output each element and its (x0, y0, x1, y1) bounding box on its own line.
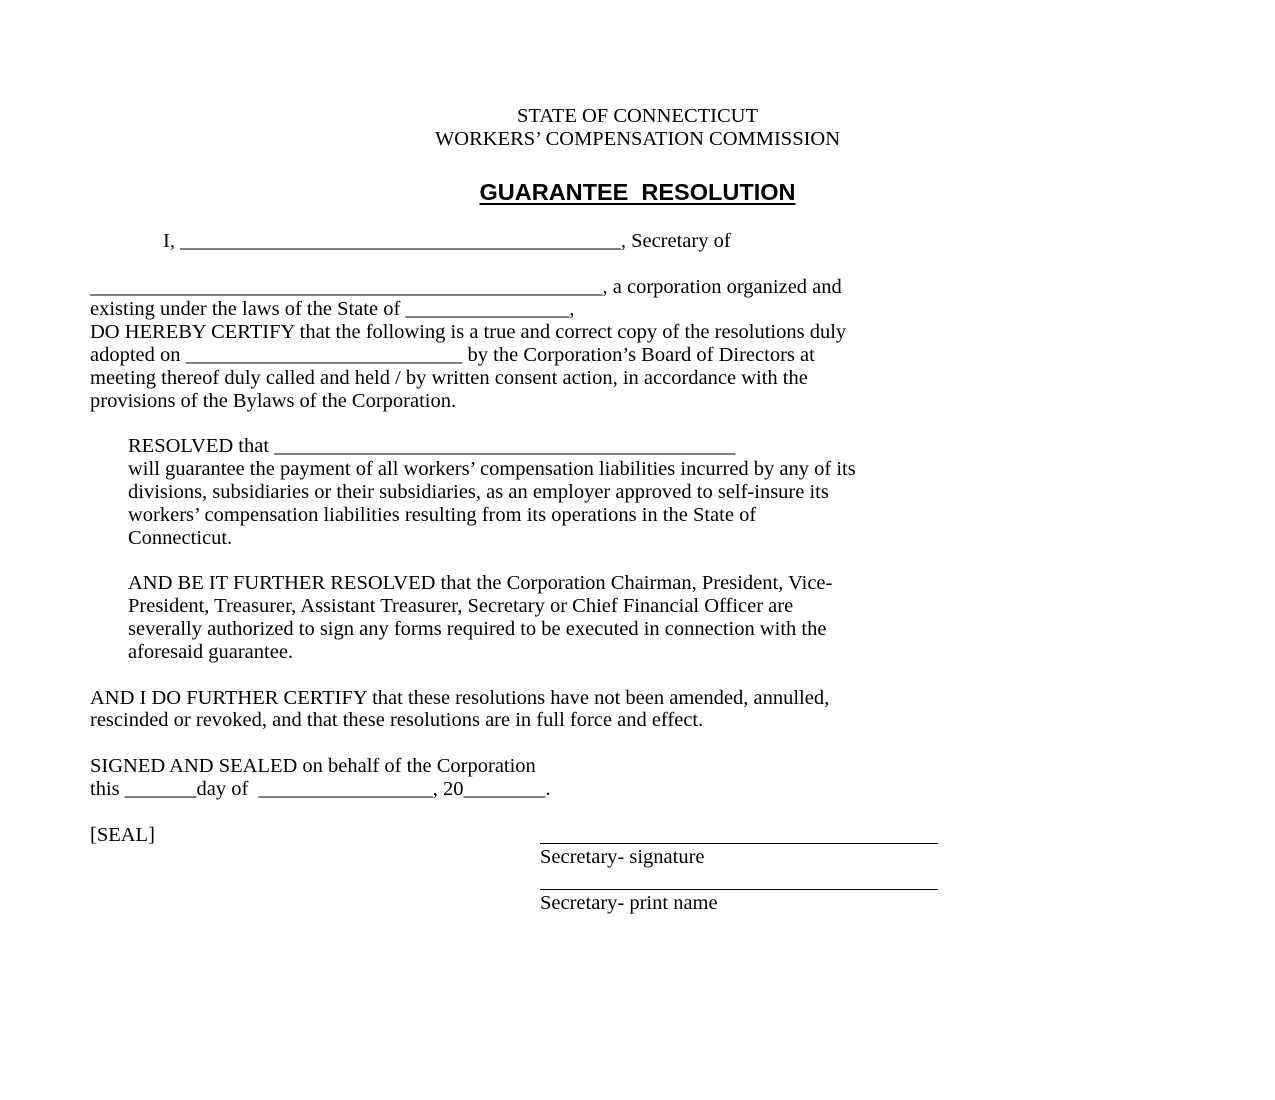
further-resolved-line: President, Treasurer, Assistant Treasurer, Secretary or Chief Financial Officer are (128, 595, 794, 617)
seal-placeholder: [SEAL] (90, 824, 155, 846)
certify-text-line: meeting thereof duly called and held / by written consent action, in accordance with the (90, 367, 808, 389)
document-title: GUARANTEE RESOLUTION (479, 179, 796, 205)
certify-text-line: DO HEREBY CERTIFY that the following is a true and correct copy of the resolutions duly (90, 321, 847, 343)
resolution-text-line: divisions, subsidiaries or their subsidiaries, as an employer approved to self-insure its (128, 481, 829, 503)
secretary-signature-label: Secretary- signature (540, 846, 705, 868)
further-resolved-line: aforesaid guarantee. (128, 641, 294, 663)
further-certify-line: AND I DO FURTHER CERTIFY that these resolutions have not been amended, annulled, (90, 687, 830, 709)
certify-text-line: provisions of the Bylaws of the Corporation. (90, 390, 457, 412)
signature-line (540, 843, 938, 844)
state-heading: STATE OF CONNECTICUT (517, 105, 758, 127)
signing-date-line: this _______day of _________________, 20________. (90, 778, 551, 800)
resolution-text-line: workers’ compensation liabilities resulting from its operations in the State of (128, 504, 757, 526)
further-resolved-line: severally authorized to sign any forms required to be executed in connection with the (128, 618, 827, 640)
commission-heading: WORKERS’ COMPENSATION COMMISSION (434, 128, 841, 150)
resolution-text-line: Connecticut. (128, 527, 233, 549)
secretary-print-name-label: Secretary- print name (540, 892, 718, 914)
adoption-date-line: adopted on ___________________________ by the Corporation’s Board of Directors at (90, 344, 815, 366)
corporation-name-line: __________________________________________________, a corporation organized and (90, 276, 842, 298)
state-of-incorporation-line: existing under the laws of the State of ________________, (90, 298, 575, 320)
signed-sealed-line: SIGNED AND SEALED on behalf of the Corporation (90, 755, 536, 777)
secretary-name-line: I, ___________________________________________, Secretary of (163, 230, 731, 252)
resolved-guarantor-line: RESOLVED that _____________________________________________ (128, 435, 736, 457)
print-name-line (540, 889, 938, 890)
resolution-text-line: will guarantee the payment of all workers’ compensation liabilities incurred by any of its (128, 458, 856, 480)
further-certify-line: rescinded or revoked, and that these resolutions are in full force and effect. (90, 709, 704, 731)
further-resolved-line: AND BE IT FURTHER RESOLVED that the Corporation Chairman, President, Vice- (128, 572, 833, 594)
